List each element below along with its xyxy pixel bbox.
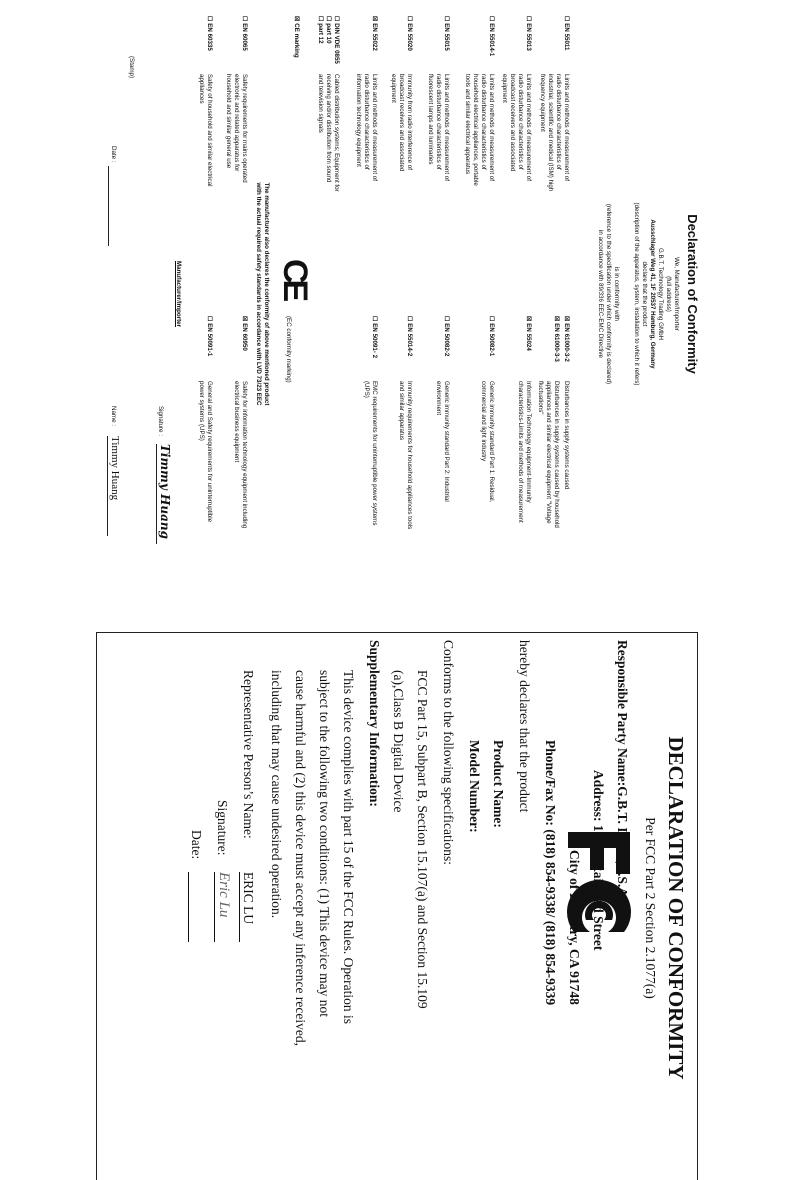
eu-intro-line: in accordance with 89/336 EEC-EMC Directive: [597, 230, 604, 358]
responsible-party: Responsible Party Name:G.B.T. INC. (U.S.A.): [615, 640, 630, 905]
eu-standard-desc: Information Technology equipment-Immunity characteristics-Limits and methods of measurement: [517, 381, 532, 523]
eu-standard-desc: Disturbances in supply systems caused by household appliances and similar electrical equipment "Voltage fluctuations": [537, 381, 560, 528]
ce-logo-icon: CE: [276, 259, 314, 299]
eu-intro-line: (full address): [665, 276, 672, 312]
eu-intro-line: is in conformity with: [613, 267, 620, 321]
fcc-title: DECLARATION OF CONFORMITY: [664, 736, 688, 1080]
representative-name: ERIC LU: [239, 872, 256, 942]
eu-intro-line: declare that the product: [641, 261, 648, 327]
representative-label: Representative Person’s Name:: [241, 670, 256, 839]
eu-standard-code: ☐ EN 55020: [406, 16, 413, 51]
fcc-date-label: Date:: [189, 830, 204, 860]
eu-safety-desc: Safety requirements for mains operated electronic and related apparatus for household and similar general use: [225, 74, 248, 183]
eu-safety-desc: Safety for information technology equipment including electrical business equipment: [233, 381, 248, 529]
supplementary-heading: Supplementary Information:: [367, 640, 382, 807]
supplementary-para: including that may cause undesired operation.: [269, 670, 284, 919]
eu-standard-code: ☐ EN 55014-1: [488, 16, 495, 57]
eu-safety-desc: Safety of household and similar electrical appliances: [198, 74, 213, 187]
spec-line: FCC Part 15, Subpart B, Section 15.107(a) and Section 15.109: [415, 670, 430, 1009]
eu-safety-code: ☐ EN 60335: [206, 16, 213, 51]
eu-safety-code: ☐ EN 50091-1: [206, 316, 213, 357]
eu-standard-code: ☐ EN 50091- 2: [371, 316, 378, 359]
declares-text: hereby declares that the product: [517, 640, 532, 813]
eu-standard-desc: Generic immunity standard Part 1: Residual, commercial and light industry: [480, 381, 495, 503]
date-line: [108, 166, 117, 246]
signature-label: Signature :: [157, 406, 164, 436]
eu-standard-code: ☐ EN 50082-1: [488, 316, 495, 357]
eu-standard-code: ☐ EN 55015: [443, 16, 450, 51]
eu-title: Declaration of Conformity: [685, 214, 700, 374]
fcc-subtitle: Per FCC Part 2 Section 2.1077(a): [643, 817, 658, 999]
eu-standard-code: ☒ EN 61000-3-3: [553, 316, 560, 362]
eu-standard-desc: Limits and methods of measurement of radio disturbance characteristics of industrial, scientific and medical (ISM) high frequency equipment: [539, 74, 570, 192]
eu-standard-desc: Immunity from radio interference of broadcast receivers and associated equipment: [390, 74, 413, 172]
eu-standard-desc: Limits and methods of measurement of radio disturbance characteristics of information technology equipment: [355, 74, 378, 181]
fcc-signature: Eric Lu: [214, 872, 232, 942]
ce-caption: (EC conformity marking): [285, 316, 292, 383]
fcc-signature-label: Signature:: [215, 800, 230, 856]
ce-marking-label: ☒ CE marking: [293, 16, 300, 58]
supplementary-para: cause harmful and (2) this device must accept any inference received,: [293, 670, 308, 1046]
conforms-text: Conforms to the following specifications:: [441, 640, 456, 865]
eu-intro-line: (reference to the specification under which conformity is declared): [605, 203, 612, 385]
eu-standard-code: ☐ EN 55011: [563, 16, 570, 51]
model-number-label: Model Number:: [467, 740, 482, 833]
eu-standard-desc: Limits and methods of measurement of radio disturbance characteristics of household electrical appliances, portable tools and similar electrical apparatus: [464, 74, 495, 186]
eu-standard-desc: Immunity requirements for household appliances tools and similar apparatus: [398, 381, 413, 530]
eu-standard-desc: Cabled distribution systems; Equipment for receiving and/or distribution from sound and television signals: [317, 74, 340, 192]
eu-standard-desc: Generic immunity standard Part 2: Industrial environment: [435, 381, 450, 502]
eu-standard-desc: Limits and methods of measurement of radio disturbance characteristics of broadcast receivers and associated equipment: [501, 74, 532, 181]
eu-standard-desc: EMC requirements for uninterruptible power systems (UPS): [363, 381, 378, 526]
phone-fax: Phone/Fax No: (818) 854-9338/ (818) 854-9339: [543, 740, 558, 1006]
supplementary-para: This device complies with part 15 of the FCC Rules. Operation is: [341, 670, 356, 1024]
eu-safety-code: ☒ EN 60950: [241, 316, 248, 351]
address: Address: 17358 Railroad Street: [591, 770, 606, 951]
eu-declaration: [100, 16, 700, 572]
eu-safety-note: with the actual required safety standards in accordance with LVD 73/23 EEC: [255, 182, 262, 406]
stamp-label: (Stamp): [128, 56, 135, 79]
eu-safety-desc: General and Safety requirements for uninterruptible power systems (UPS): [198, 381, 213, 523]
eu-standard-desc: Limits and methods of measurement of radio disturbance characteristics of fluorescent lamps and luminaries: [427, 74, 450, 181]
eu-safety-note: The manufacturer also declares the conformity of above mentioned product: [263, 182, 270, 406]
eu-standard-code: ☒ EN 61000-3-2: [563, 316, 570, 362]
spec-line: (a),Class B Digital Device: [391, 670, 406, 813]
date-label: Date :: [110, 146, 117, 163]
city: City of Industry, CA 91748: [567, 850, 582, 1005]
fcc-date-line: [188, 872, 204, 942]
eu-intro-line: (description of the apparatus, system, installation to which it refers): [633, 202, 640, 386]
eu-standard-code: ☒ EN 55024: [525, 316, 532, 351]
fcc-declaration: [88, 640, 688, 1176]
eu-safety-code: ☐ EN 60065: [241, 16, 248, 51]
eu-standard-code: ☐ EN 55014-2: [406, 316, 413, 357]
name-label: Name :: [110, 406, 117, 426]
eu-intro-line: Ausschlager Weg 41, 1F 20537 Hamburg, Germany: [649, 219, 656, 369]
eu-standard-code: ☒ EN 55022: [371, 16, 378, 51]
name-value: Timmy Huang: [107, 436, 122, 536]
eu-standard-code: ☐ EN 50082-2: [443, 316, 450, 357]
eu-standard-code: ☐ EN 55013: [525, 16, 532, 51]
signature: Timmy Huang: [156, 444, 172, 544]
manufacturer-label: Manufacturer/Importer: [175, 261, 182, 328]
supplementary-para: subject to the following two conditions: (1) This device may not: [317, 670, 332, 1017]
eu-standard-desc: Disturbances in supply systems caused: [563, 381, 570, 490]
eu-standard-code: ☐ DIN VDE 0855 ☐ part 10 ☐ part 12: [317, 16, 340, 64]
eu-intro-line: G.B.T. Technology Trading GMbH: [657, 247, 664, 341]
eu-intro-line: We, Manufacturer/Importer: [673, 257, 680, 331]
product-name-label: Product Name:: [491, 740, 506, 828]
